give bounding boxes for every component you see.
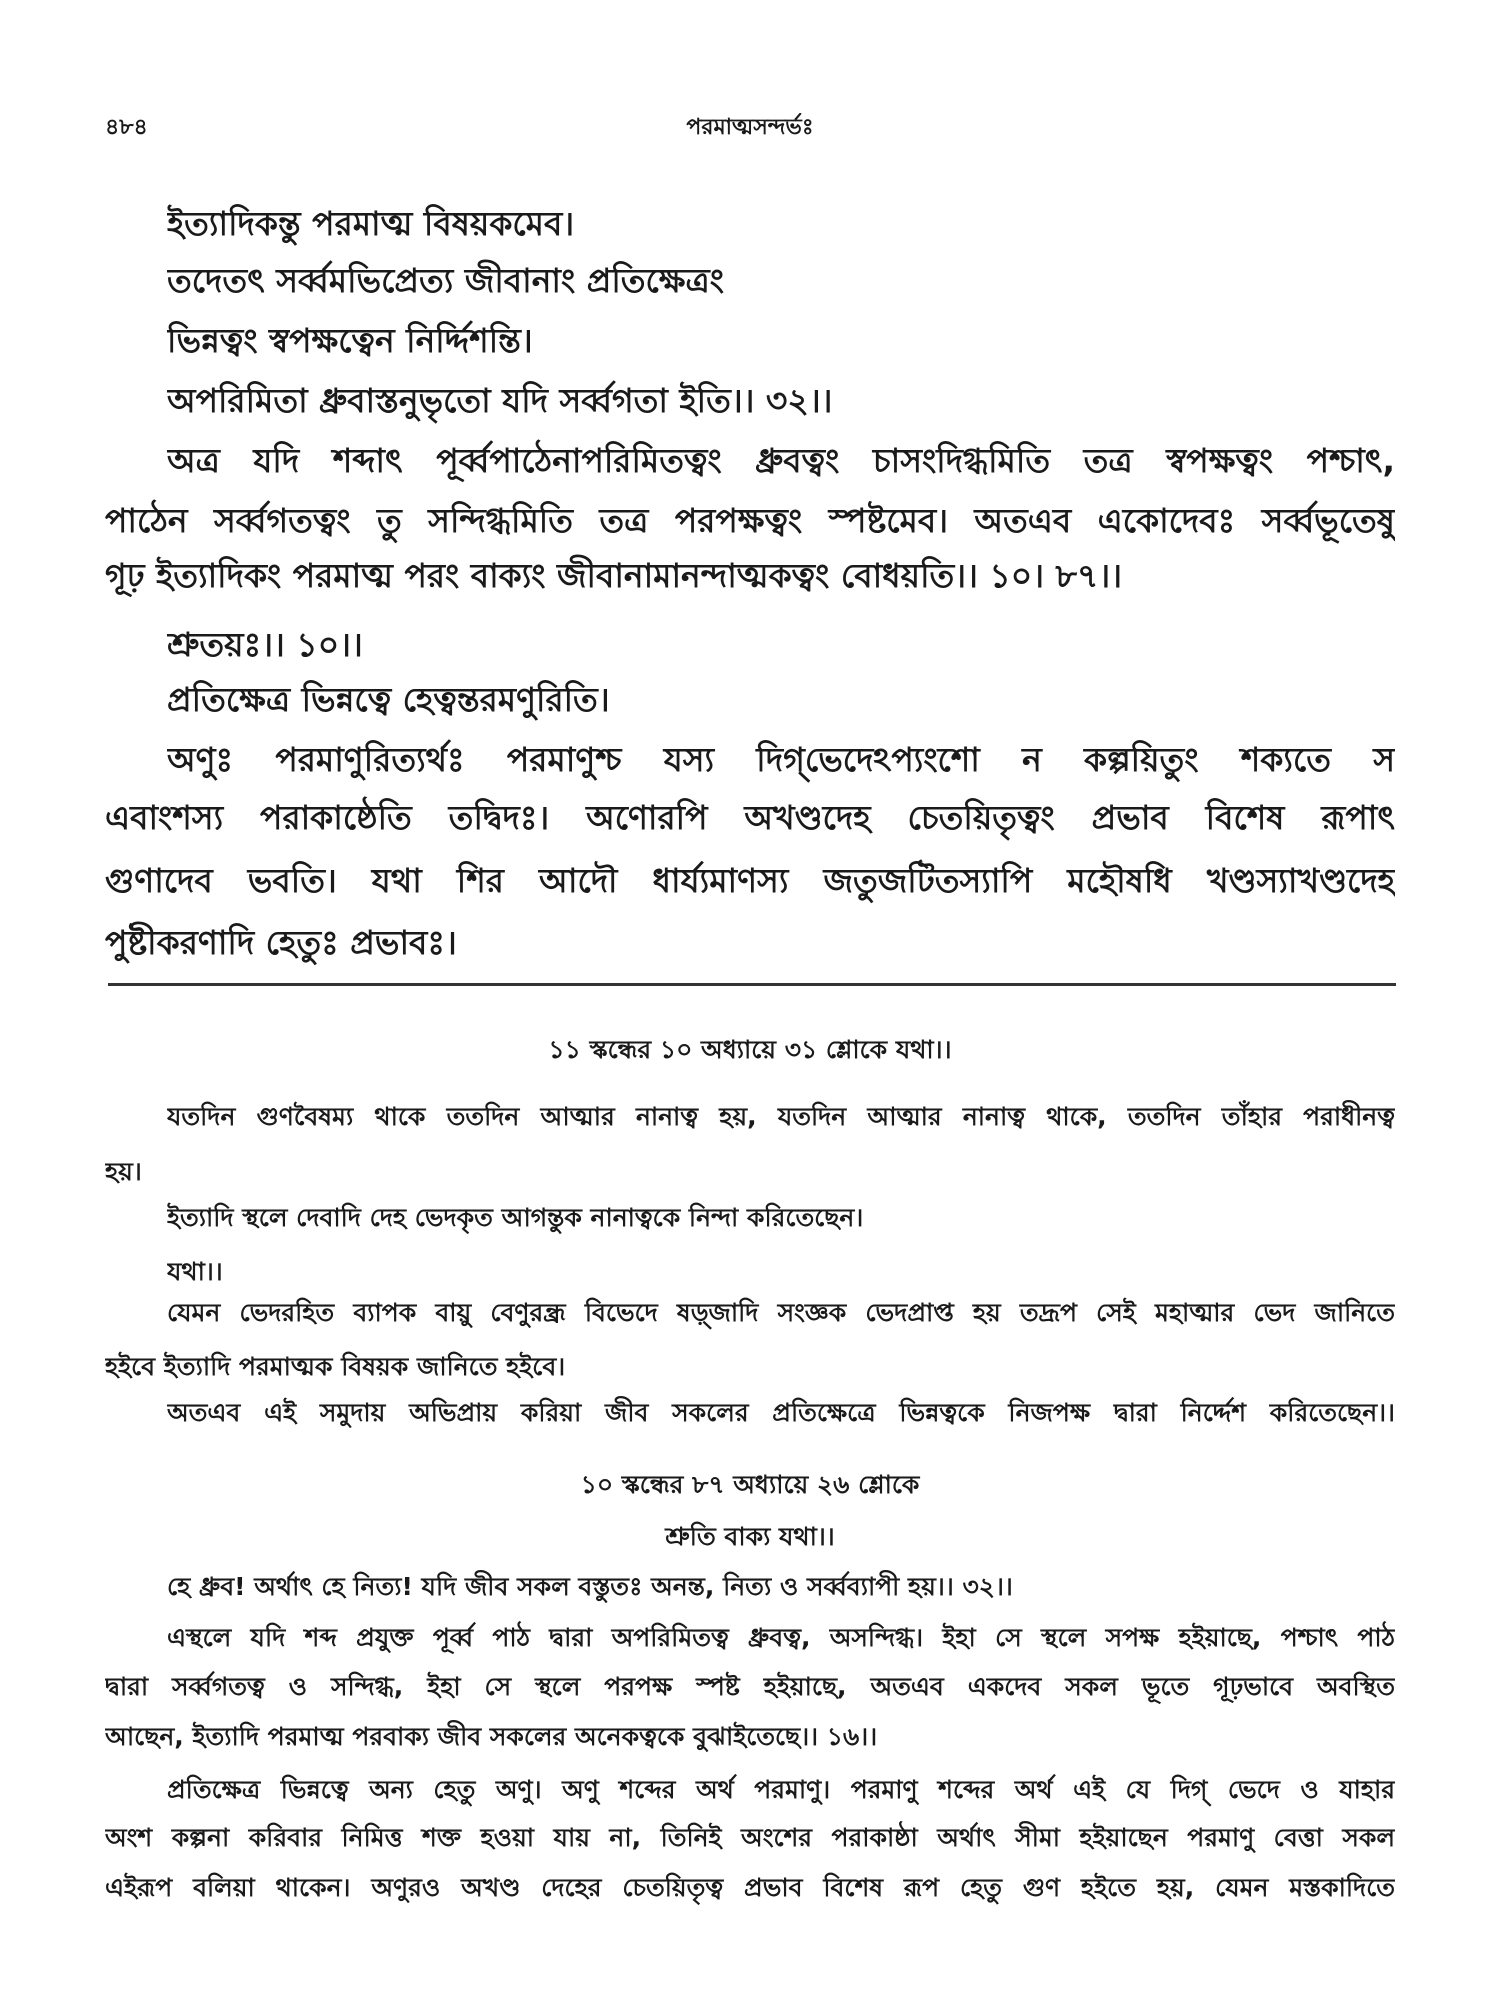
text-line: অপরিমিতা ধ্রুবাস্তনুভৃতো যদি সর্ব্বগতা ইতি।। ৩২।। <box>167 381 833 420</box>
text-line: গূঢ় ইত্যাদিকং পরমাত্ম পরং বাক্যং জীবানামানন্দাত্মকত্বং বোধয়তি।। ১০। ৮৭।। <box>105 556 1123 595</box>
text-line: অংশ কল্পনা করিবার নিমিত্ত শক্ত হওয়া যায় না, তিনিই অংশের পরাকাষ্ঠা অর্থাৎ সীমা হইয়াছেন পরমাণু বেত্তা সকল <box>105 1823 1395 1852</box>
text-line: প্রতিক্ষেত্র ভিন্নত্বে হেত্বন্তরমণুরিতি। <box>167 680 610 719</box>
text-line: যেমন ভেদরহিত ব্যাপক বায়ু বেণুরন্ধ্র বিভেদে ষড়্জাদি সংজ্ঞক ভেদপ্রাপ্ত হয় তদ্রূপ সেই মহাত্মার ভেদ জানিতে <box>167 1298 1395 1327</box>
text-line: পাঠেন সর্ব্বগতত্বং তু সন্দিগ্ধমিতি তত্র পরপক্ষত্বং স্পষ্টমেব। অতএব একোদেবঃ সর্ব্বভূতেষু <box>105 501 1395 540</box>
text-line: ভিন্নত্বং স্বপক্ষত্বেন নির্দ্দিশন্তি। <box>167 321 533 360</box>
text-line: আছেন, ইত্যাদি পরমাত্ম পরবাক্য জীব সকলের অনেকত্বকে বুঝাইতেছে।। ১৬।। <box>105 1722 878 1751</box>
text-line: এইরূপ বলিয়া থাকেন। অণুরও অখণ্ড দেহের চেতয়িতৃত্ব প্রভাব বিশেষ রূপ হেতু গুণ হইতে হয়, যেমন মস্তকাদিতে <box>105 1873 1395 1902</box>
text-line: এস্থলে যদি শব্দ প্রযুক্ত পূর্ব্ব পাঠ দ্বারা অপরিমিতত্ব ধ্রুবত্ব, অসন্দিগ্ধ। ইহা সে স্থলে সপক্ষ হইয়াছে, পশ্চাৎ পাঠ <box>167 1623 1395 1652</box>
text-line: তদেতৎ সর্ব্বমভিপ্রেত্য জীবানাং প্রতিক্ষেত্রং <box>167 261 724 300</box>
text-line: গুণাদেব ভবতি। যথা শির আদৌ ধার্য্যমাণস্য জতুজটিতস্যাপি মহৌষধি খণ্ডস্যাখণ্ডদেহ <box>105 861 1395 900</box>
text-line: হে ধ্রুব! অর্থাৎ হে নিত্য! যদি জীব সকল বস্তুতঃ অনন্ত, নিত্য ও সর্ব্বব্যাপী হয়।। ৩২।। <box>167 1572 1013 1601</box>
text-line: এবাংশস্য পরাকাষ্ঠেতি তদ্বিদঃ। অণোরপি অখণ্ডদেহ চেতয়িতৃত্বং প্রভাব বিশেষ রূপাৎ <box>105 798 1395 837</box>
section-heading: ১১ স্কন্ধের ১০ অধ্যায়ে ৩১ শ্লোকে যথা।। <box>548 1035 952 1064</box>
text-line: প্রতিক্ষেত্র ভিন্নত্বে অন্য হেতু অণু। অণু শব্দের অর্থ পরমাণু। পরমাণু শব্দের অর্থ এই যে দিগ্ ভেদে ও যাহার <box>167 1775 1395 1804</box>
text-line: ইত্যাদিকন্তু পরমাত্ম বিষয়কমেব। <box>167 204 575 243</box>
text-line: হয়। <box>105 1157 142 1186</box>
text-line: হইবে ইত্যাদি পরমাত্মক বিষয়ক জানিতে হইবে। <box>105 1352 566 1381</box>
text-line: অত্র যদি শব্দাৎ পূর্ব্বপাঠেনাপরিমিতত্বং ধ্রুবত্বং চাসংদিগ্ধমিতি তত্র স্বপক্ষত্বং পশ্চাৎ, <box>167 441 1395 480</box>
text-line: পুষ্টীকরণাদি হেতুঃ প্রভাবঃ। <box>105 923 457 962</box>
page-number: ৪৮৪ <box>105 115 148 140</box>
text-line: দ্বারা সর্ব্বগতত্ব ও সন্দিগ্ধ, ইহা সে স্থলে পরপক্ষ স্পষ্ট হইয়াছে, অতএব একদেব সকল ভূতে গূঢ়ভাবে অবস্থিত <box>105 1672 1395 1701</box>
text-line: যথা।। <box>167 1257 223 1286</box>
section-heading: ১০ স্কন্ধের ৮৭ অধ্যায়ে ২৬ শ্লোকে <box>580 1470 920 1499</box>
text-line: ইত্যাদি স্থলে দেবাদি দেহ ভেদকৃত আগন্তুক নানাত্বকে নিন্দা করিতেছেন। <box>167 1203 864 1232</box>
text-line: অণুঃ পরমাণুরিত্যর্থঃ পরমাণুশ্চ যস্য দিগ্‌ভেদেঽপ্যংশো ন কল্পয়িতুং শক্যতে স <box>167 740 1395 779</box>
text-line: অতএব এই সমুদায় অভিপ্রায় করিয়া জীব সকলের প্রতিক্ষেত্রে ভিন্নত্বকে নিজপক্ষ দ্বারা নির্দ্দেশ করিতেছেন।। <box>167 1398 1395 1427</box>
section-subheading: শ্রুতি বাক্য যথা।। <box>665 1522 835 1551</box>
text-line: শ্রুতয়ঃ।। ১০।। <box>167 625 363 664</box>
running-title: পরমাত্মসন্দর্ভঃ <box>686 115 814 140</box>
text-line: যতদিন গুণবৈষম্য থাকে ততদিন আত্মার নানাত্ব হয়, যতদিন আত্মার নানাত্ব থাকে, ততদিন তাঁহার পরাধীনত্ব <box>167 1102 1395 1131</box>
section-divider <box>108 983 1396 986</box>
